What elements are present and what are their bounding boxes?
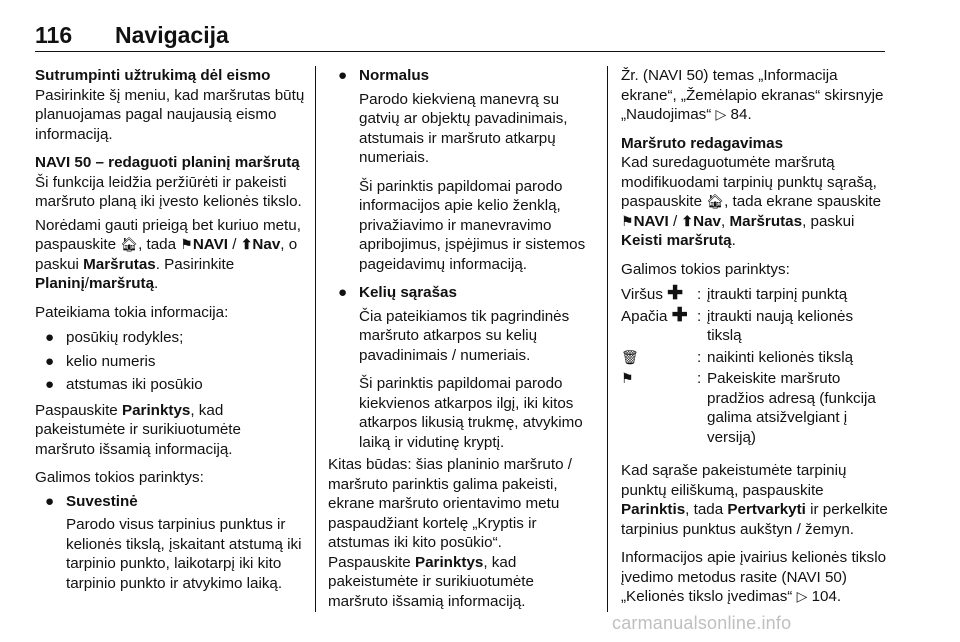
option-road-list-body: Čia pateikiamos tik pagrindinės maršruto atkarpos su kelių pavadinimais / numeriais. [359, 307, 570, 364]
column-1 [35, 66, 305, 602]
plus-icon: ✚ [671, 304, 688, 326]
column-3 [621, 66, 891, 616]
option-normal-body: Parodo kiekvieną manevrą su gatvių ar objektų pavadinimais, atstumais ir maršruto atkarpų numeriais. [359, 90, 568, 166]
flag-icon: ⚑ [621, 370, 634, 386]
alternative-paragraph: Kitas būdas: šias planinio maršruto / maršruto parinktis galima pakeisti, ekrane maršruto orientavimo metu paspaudžiant kortelę „Kryptis ir atstumas iki kito posūkio“. [328, 456, 572, 551]
section-title: Maršruto redagavimas [621, 134, 784, 152]
section-edit-plan [35, 153, 305, 212]
flag-icon: ⚑ [621, 212, 634, 229]
home-icon: 🏠︎ [120, 236, 139, 252]
options-paragraph-2: Paspauskite Parinktys, kad pakeistumėte ir surikiuotumėte maršruto išsamią informaciją. [328, 553, 534, 610]
list-item: ● kelio numeris [45, 352, 156, 370]
page-reference-icon: ▷ [715, 106, 727, 122]
trash-icon: 🗑︎ [621, 348, 639, 365]
list-item: ● posūkių rodykles; [45, 329, 184, 346]
options-intro: Galimos tokios parinktys: [621, 260, 790, 278]
section-body: Pasirinkite šį meniu, kad maršrutas būtų planuojamas pagal naujausią eismo informaciją. [35, 86, 305, 143]
table-row: ⚑ : Pakeiskite maršruto pradžios adresą (funkcija galima atsižvelgiant į versiją) [621, 370, 876, 446]
up-arrow-icon: ⬆︎ [240, 236, 253, 252]
option-road-list-body-2: Ši parinktis papildomai parodo kiekvienos atkarpos ilgį, iki kitos atkarpos likusią trukmę, atvykimo laiką ir vidutinę kryptį. [359, 375, 583, 451]
reference-paragraph: Žr. (NAVI 50) temas „Informacija ekrane“, „Žemėlapio ekranas“ skirsnyje „Naudojimas“ ▷ 84. [621, 67, 884, 123]
option-summary: ● Suvestinė [45, 492, 138, 510]
page-header [35, 22, 885, 56]
section-route-editing: Maršruto redagavimas Kad suredaguotumėte maršrutą modifikuodami tarpinių punktų sąrašą, paspauskite 🏠︎, tada ekrane spauskite ⚑NAVI / ⬆︎Nav, Maršrutas, paskui Keisti maršrutą. [621, 134, 891, 251]
info-intro: Pateikiama tokia informacija: [35, 303, 229, 321]
section-title: NAVI 50 – redaguoti planinį maršrutą [35, 154, 300, 171]
option-summary-body: Parodo visus tarpinius punktus ir kelionės tikslą, įskaitant atstumą iki tarpinio punkto, laikotarpį iki kito tarpinio punkto ir atvykimo laiką. [66, 516, 302, 592]
reorder-paragraph: Kad sąraše pakeistumėte tarpinių punktų eiliškumą, paspauskite Parinktis, tada Pertvarkyti ir perkelkite tarpinius punktus aukštyn / žemyn. [621, 462, 888, 538]
section-traffic [35, 66, 305, 144]
table-row: Apačia ✚ : įtraukti naują kelionės tikslą [621, 304, 854, 344]
up-arrow-icon: ⬆︎ [681, 212, 694, 229]
access-paragraph: Norėdami gauti prieigą bet kuriuo metu, paspauskite 🏠︎, tada ⚑NAVI / ⬆︎Nav, o paskui Maršrutas. Pasirinkite Planinį/maršrutą. [35, 216, 301, 292]
page-title: Navigacija [115, 22, 229, 48]
flag-icon: ⚑ [180, 236, 193, 252]
option-normal: ● Normalus [338, 67, 430, 84]
plus-icon: ✚ [667, 283, 684, 304]
options-paragraph: Paspauskite Parinktys, kad pakeistumėte ir surikiuotumėte maršruto išsamią informaciją. [35, 401, 241, 458]
page-number: 116 [35, 22, 73, 48]
home-icon: 🏠︎ [706, 193, 725, 209]
header-rule [35, 51, 885, 52]
column-divider [607, 66, 608, 612]
table-row: 🗑︎ : naikinti kelionės tikslą [621, 348, 854, 366]
options-intro: Galimos tokios parinktys: [35, 469, 204, 486]
list-item: ● atstumas iki posūkio [45, 376, 203, 393]
page-reference-icon: ▷ [796, 588, 808, 604]
methods-paragraph: Informacijos apie įvairius kelionės tikslo įvedimo metodus rasite (NAVI 50) „Kelionės tikslo įvedimas“ ▷ 104. [621, 549, 887, 605]
watermark: carmanualsonline.info [612, 613, 792, 633]
section-body: Ši funkcija leidžia peržiūrėti ir pakeisti maršruto planą iki įvesto kelionės tikslo. [35, 173, 302, 210]
column-divider [315, 66, 316, 612]
option-road-list: ● Kelių sąrašas [338, 284, 457, 301]
options-table [621, 285, 891, 449]
column-2 [328, 66, 596, 620]
option-normal-body-2: Ši parinktis papildomai parodo informacijos apie kelio ženklą, privažiavimo ir manevravimo apribojimus, įspėjimus ir sistemos pageidavimų informaciją. [359, 177, 586, 273]
table-row: Viršus ✚ : įtraukti tarpinį punktą [621, 283, 848, 304]
section-title: Sutrumpinti užtrukimą dėl eismo [35, 67, 271, 84]
